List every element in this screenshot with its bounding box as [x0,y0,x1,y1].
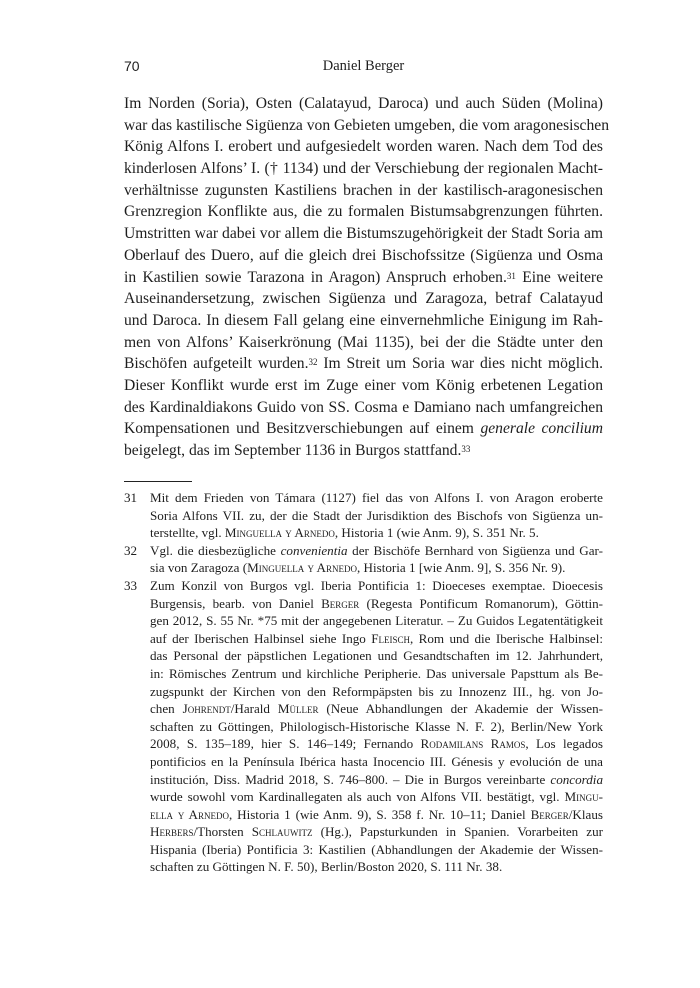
author-name: Rodamilans Ramos [420,736,526,752]
footnote-line: pontificios en la Península Ibérica hasta Inocencio III. Génesis y evolución de una [150,753,603,769]
text-line: Im Norden (Soria), Osten (Calatayud, Daroca) und auch Süden (Molina) [124,95,603,112]
text-segment: auf der Iberischen Halbinsel siehe Ingo [150,630,372,646]
text-line: König Alfons I. erobert und aufgesiedelt worden waren. Nach dem Tod des [124,138,603,156]
page-header [124,58,603,80]
text-segment: , Rom und die Iberische Halbinsel: [410,630,603,646]
text-segment: , Los legados [525,736,603,752]
footnote-31 [124,489,603,542]
text-line: men von Alfons’ Kaiserkrönung (Mai 1135), bei der die Städte unter den [124,333,603,351]
text-segment: (Hg.), Papsturkunden in Spanien. Vorarbeiten zur [312,824,603,840]
running-head: Daniel Berger [322,58,405,74]
text-segment: (Neue Abhandlungen der Akademie der Wissen- [318,701,603,717]
footnote-line: Zum Konzil von Burgos vgl. Iberia Pontificia 1: Dioeceses exemptae. Dioecesis [150,577,603,593]
footnote-ref-31[interactable]: 31 [506,270,516,281]
text-line: und Daroca. In diesem Fall gelang eine einvernehmliche Einigung im Rah- [124,311,603,329]
text-segment: wurde sowohl vom Kardinallegaten als auch von Alfons VII. bestätigt, vgl. [150,789,565,805]
body-text [124,93,609,462]
text-segment: , Historia 1 (wie Anm. 9), S. 351 Nr. 5. [334,525,539,541]
footnote-line [150,735,603,753]
text-segment: /Thorsten [193,824,252,840]
footnote-line [150,771,603,789]
text-segment: Eine weitere [515,268,603,286]
footnote-32 [124,542,603,577]
footnote-number: 31 [124,490,138,505]
footnote-line: schaften zu Göttingen, Philologisch-Historische Klasse N. F. 2), Berlin/New York [150,718,603,734]
footnote-line [150,524,603,542]
footnote-number: 33 [124,577,138,593]
author-name: Mingu- [564,789,603,805]
footnote-line [150,823,603,841]
author-name: Schlauwitz [251,824,313,840]
footnote-separator [124,481,192,482]
footnote-line [150,595,603,613]
text-line: kinderlosen Alfons’ I. († 1134) und der Verschiebung der regionalen Macht- [124,160,603,178]
text-segment: in Kastilien sowie Tarazona in Aragon) Anspruch erhoben. [124,268,507,286]
text-line: Dieser Konflikt wurde erst im Zuge einer vom König erbetenen Legation [124,376,603,394]
footnote-line [150,788,603,806]
footnote-line [150,630,603,648]
page-number: 70 [124,58,140,74]
text-line [124,267,603,289]
footnote-line [150,559,603,577]
text-segment: chen [150,701,183,717]
footnote-ref-33[interactable]: 33 [461,444,471,454]
text-segment: 2008, S. 135–189, hier S. 146–149; Fernando [150,736,421,752]
author-name: Minguella y Arnedo [224,525,335,541]
text-segment: sia von Zaragoza ( [150,560,248,576]
footnote-ref-32[interactable]: 32 [308,357,318,368]
text-segment: (Regesta Pontificum Romanorum), Göttin- [359,595,603,611]
footnote-line: zugspunkt der Kirchen von den Reformpäpsten bis zu Innozenz III., hg. von Jo- [150,683,603,699]
text-segment: der Bischöfe Bernhard von Sigüenza und Gar- [347,542,603,558]
footnote-line: Soria Alfons VII. zu, der die Stadt der Jurisdiktion des Bischofs von Sigüenza un- [150,507,603,523]
text-segment: institución, Diss. Madrid 2018, S. 746–800. – Die in Burgos vereinbarte [150,771,551,787]
footnote-line: gen 2012, S. 55 Nr. *75 mit der angegebenen Literatur. – Zu Guidos Legatentätigkeit [150,613,603,629]
author-name: Berger [530,806,569,822]
text-segment: , Historia 1 (wie Anm. 9), S. 358 f. Nr. 10–11; Daniel [228,806,531,822]
author-name: Herbers [150,824,194,840]
author-name: Müller [277,701,319,717]
text-line: des Kardinaldiakons Guido von SS. Cosma e Damiano nach umfangreichen [124,398,603,416]
footnote-line: schaften zu Göttingen N. F. 50), Berlin/Boston 2020, S. 111 Nr. 38. [150,859,503,875]
italic-term: generale concilium [480,420,603,438]
text-segment: beigelegt, das im September 1136 in Burgos stattfand. [124,442,462,459]
italic-term: convenientia [280,542,348,558]
text-line [124,353,603,375]
text-segment: Burgensis, bearb. von Daniel [150,595,322,611]
italic-term: concordia [550,771,603,787]
footnote-33 [124,577,603,876]
text-segment: Im Streit um Soria war dies nicht möglich. [317,355,603,373]
author-name: Berger [321,595,360,611]
text-segment: Vgl. die diesbezügliche [150,542,281,558]
author-name: ella y Arnedo [150,806,229,822]
text-line [124,418,603,440]
text-line: Auseinandersetzung, zwischen Sigüenza und Zaragoza, betraf Calatayud [124,290,603,308]
footnote-number: 32 [124,542,138,558]
footnotes [124,489,603,876]
text-line: Umstritten war dabei vor allem die Bistumszugehörigkeit der Stadt Soria am [124,225,603,243]
author-name: Minguella y Arnedo [247,560,357,576]
author-name: Fleisch [371,630,411,646]
text-segment: /Klaus [568,806,603,822]
footnote-line [150,700,603,718]
footnote-line: Mit dem Frieden von Támara (1127) fiel das von Alfons I. von Aragon eroberte [150,490,603,505]
text-segment: Kompensationen und Besitzverschiebungen auf einem [124,420,481,438]
text-line: Oberlauf des Duero, auf die gleich drei Bischofssitze (Sigüenza und Osma [124,246,603,264]
text-line [124,440,603,462]
text-line: Grenzregion Konflikte aus, die zu formalen Bistumsabgrenzungen führten. [124,203,603,221]
author-name: Johrendt [182,701,231,717]
text-segment: terstellte, vgl. [150,525,225,541]
text-line: war das kastilische Sigüenza von Gebieten umgeben, die vom aragonesischen [124,116,609,134]
footnote-line: Hispania (Iberia) Pontificia 3: Kastilien (Abhandlungen der Akademie der Wissen- [150,841,603,857]
footnote-line: in: Römisches Zentrum und kirchliche Peripherie. Das universale Papsttum als Be- [150,665,603,681]
footnote-line: das Personal der päpstlichen Legationen und Gesandtschaften im 12. Jahrhundert, [150,648,603,664]
text-line: verhältnisse zugunsten Kastiliens brachen in der kastilisch-aragonesischen [124,181,603,199]
text-segment: Bischöfen aufgeteilt wurden. [124,355,309,373]
footnote-line [150,806,603,824]
text-segment: , Historia 1 [wie Anm. 9], S. 356 Nr. 9). [357,560,566,576]
footnote-line [150,542,603,560]
text-segment: /Harald [230,701,278,717]
